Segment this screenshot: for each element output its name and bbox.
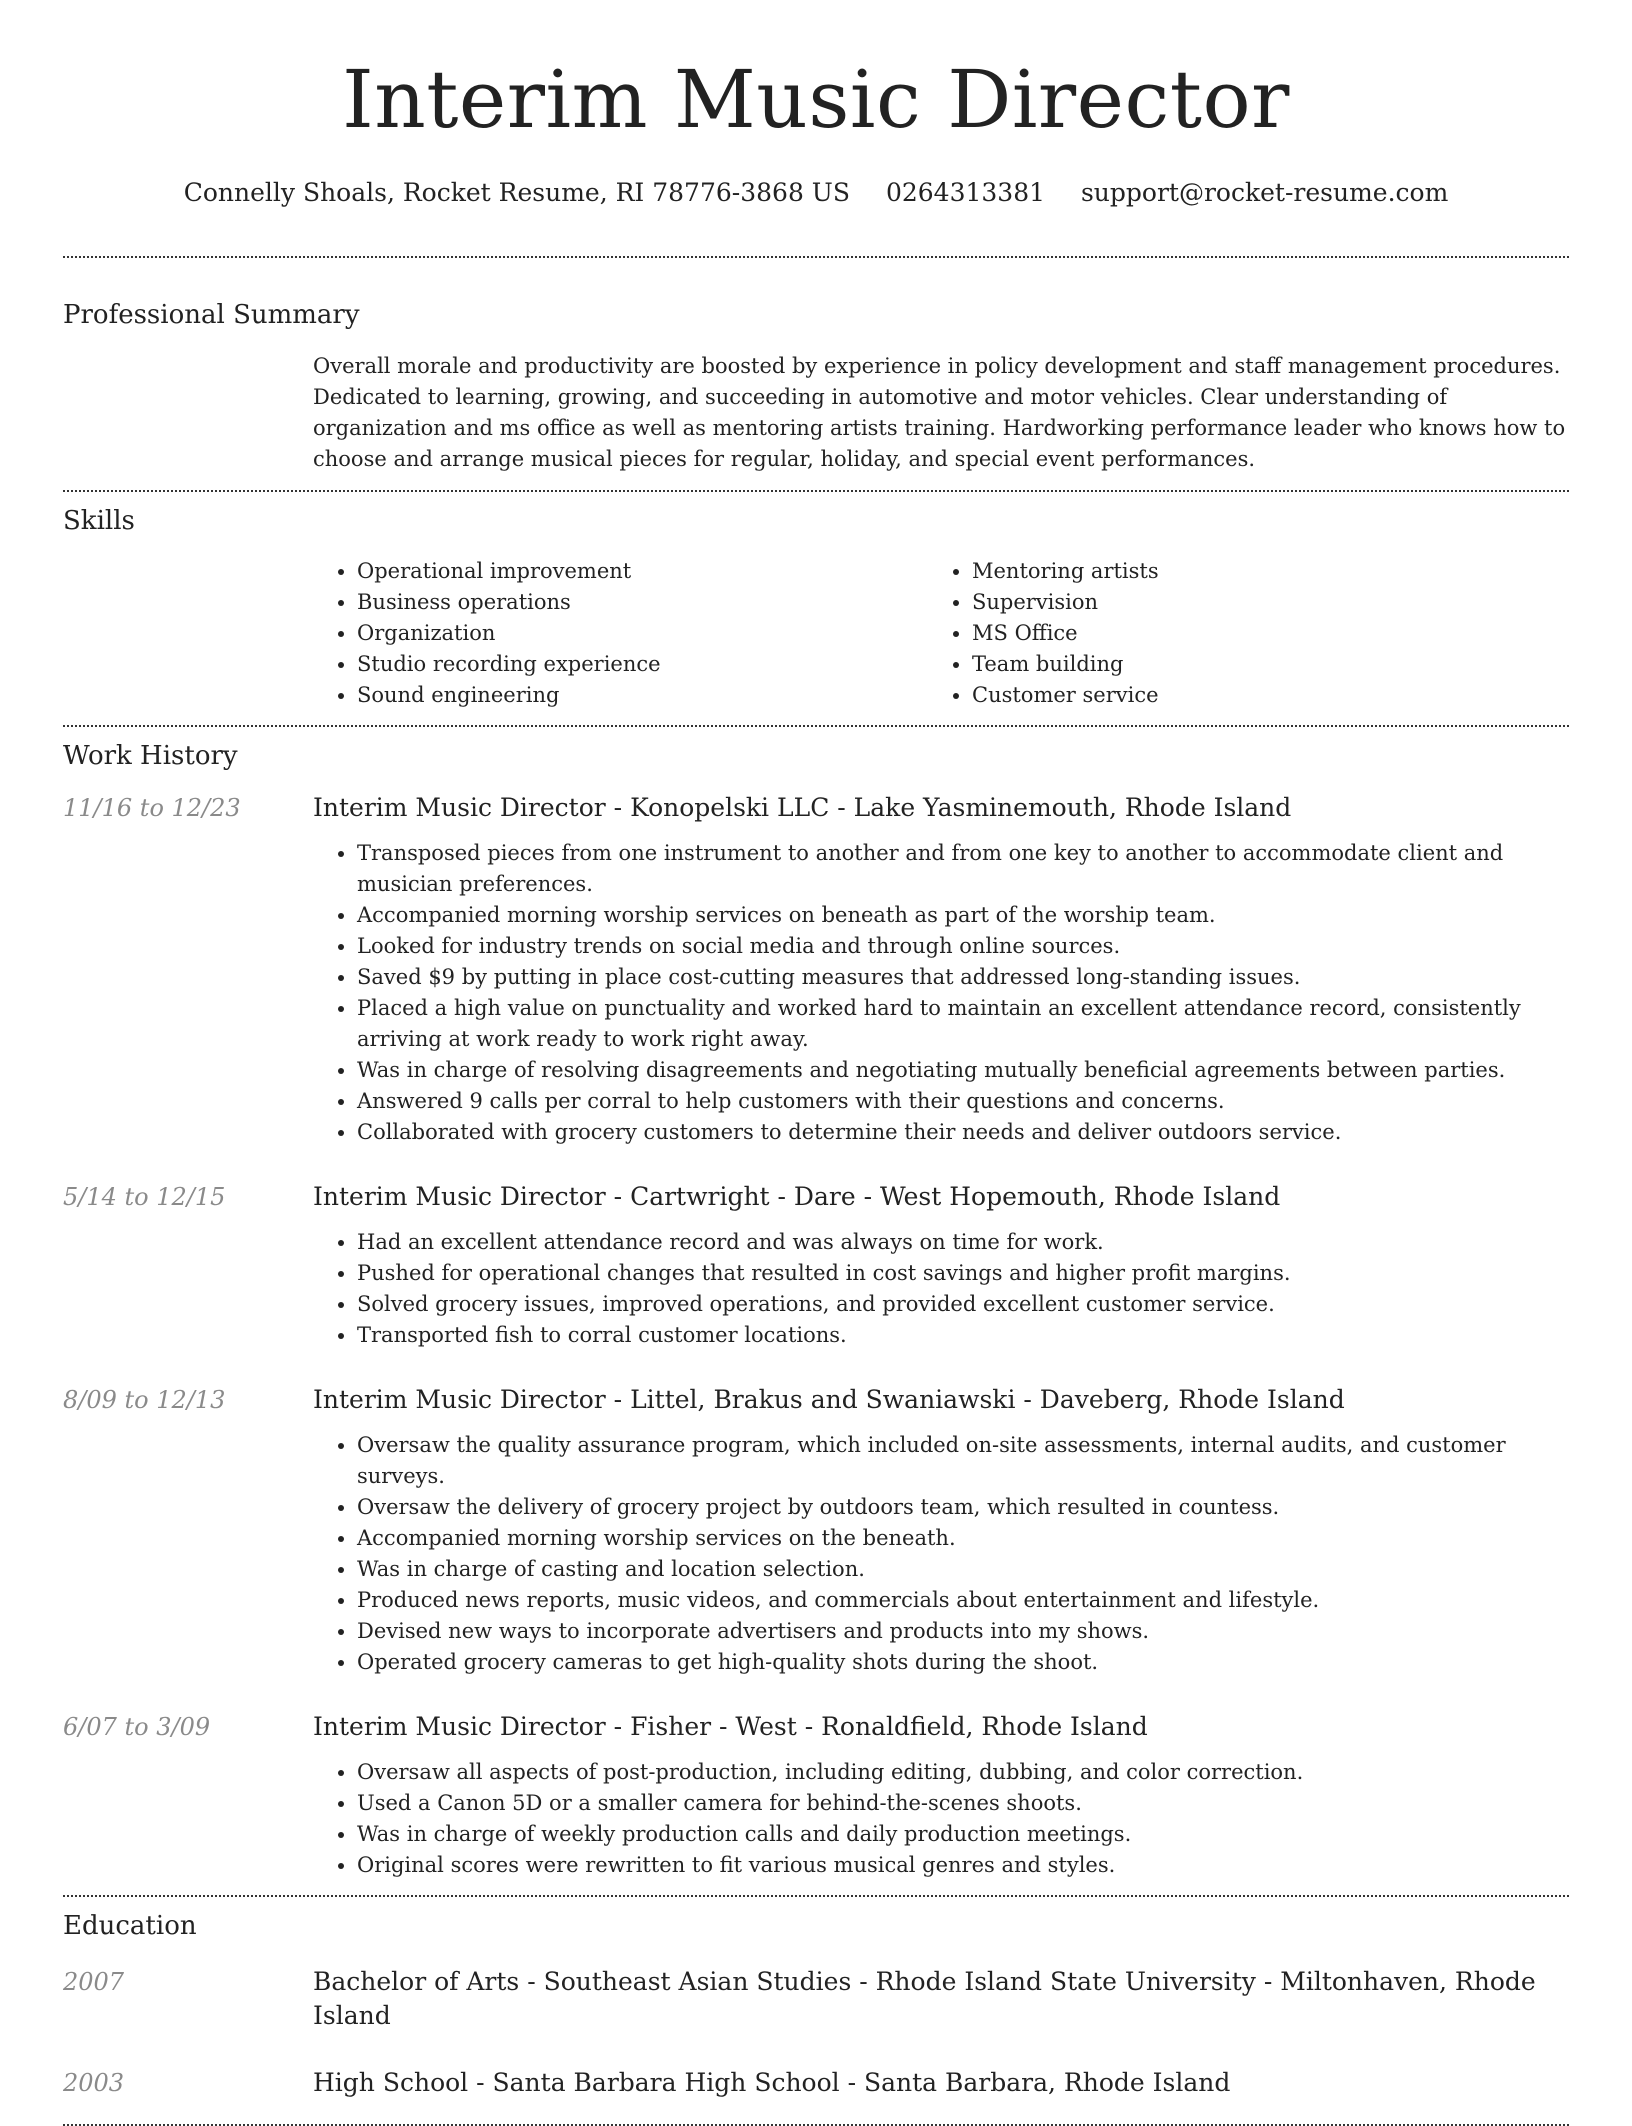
candidate-name: Interim Music Director — [342, 53, 1290, 146]
education-details: Bachelor of Arts - Southeast Asian Studies - Rhode Island State University - Miltonhaven, Rhode Island — [313, 1967, 1536, 2030]
skill-item: • Team building — [972, 649, 1543, 680]
job-bullet: • Collaborated with grocery customers to determine their needs and deliver outdoors service. — [357, 1117, 1569, 1148]
job-bullet: • Was in charge of weekly production calls and daily production meetings. — [357, 1819, 1569, 1850]
job-bullets — [313, 1757, 1569, 1881]
skills-column-right — [928, 556, 1543, 711]
job-dates: 5/14 to 12/15 — [63, 1183, 226, 1211]
job-bullet: • Oversaw all aspects of post-production, including editing, dubbing, and color correction. — [357, 1757, 1569, 1788]
job-bullet: • Placed a high value on punctuality and worked hard to maintain an excellent attendance record, consistently arriving at work ready to work right away. — [357, 993, 1569, 1055]
job-heading: Interim Music Director - Fisher - West - Ronaldfield, Rhode Island — [313, 1712, 1148, 1741]
job-dates: 8/09 to 12/13 — [63, 1386, 226, 1414]
job-dates: 11/16 to 12/23 — [63, 794, 241, 822]
skill-item: • Mentoring artists — [972, 556, 1543, 587]
job-bullet: • Oversaw the quality assurance program, which included on-site assessments, internal audits, and customer surveys. — [357, 1430, 1569, 1492]
job-bullets — [313, 838, 1569, 1148]
job-bullet: • Accompanied morning worship services on the beneath. — [357, 1523, 1569, 1554]
job-bullets — [313, 1227, 1569, 1351]
job-bullet: • Accompanied morning worship services on beneath as part of the worship team. — [357, 900, 1569, 931]
skill-item: • Sound engineering — [357, 680, 928, 711]
job-entry — [63, 791, 1569, 1148]
job-bullet: • Used a Canon 5D or a smaller camera for behind-the-scenes shoots. — [357, 1788, 1569, 1819]
skill-item: • Customer service — [972, 680, 1543, 711]
job-entry — [63, 1180, 1569, 1351]
education-section — [63, 1897, 1569, 2124]
summary-section — [63, 258, 1569, 490]
job-bullet: • Solved grocery issues, improved operations, and provided excellent customer service. — [357, 1289, 1569, 1320]
skills-title: Skills — [63, 506, 135, 536]
job-bullet: • Transposed pieces from one instrument to another and from one key to another to accommodate client and musician preferences. — [357, 838, 1569, 900]
job-bullet: • Operated grocery cameras to get high-quality shots during the shoot. — [357, 1647, 1569, 1678]
skill-item: • Supervision — [972, 587, 1543, 618]
job-heading: Interim Music Director - Cartwright - Dare - West Hopemouth, Rhode Island — [313, 1182, 1281, 1211]
job-bullet: • Was in charge of casting and location selection. — [357, 1554, 1569, 1585]
education-year: 2007 — [63, 1968, 125, 1996]
education-details: High School - Santa Barbara High School - Santa Barbara, Rhode Island — [313, 2068, 1231, 2097]
skill-item: • Organization — [357, 618, 928, 649]
work-section — [63, 727, 1569, 1895]
job-bullet: • Pushed for operational changes that resulted in cost savings and higher profit margins. — [357, 1258, 1569, 1289]
education-entry — [63, 2066, 1569, 2100]
job-bullet: • Transported fish to corral customer locations. — [357, 1320, 1569, 1351]
skill-item: • Operational improvement — [357, 556, 928, 587]
job-heading: Interim Music Director - Konopelski LLC - Lake Yasminemouth, Rhode Island — [313, 793, 1292, 822]
job-entry — [63, 1710, 1569, 1895]
skill-item: • Studio recording experience — [357, 649, 928, 680]
job-bullet: • Saved $9 by putting in place cost-cutting measures that addressed long-standing issues. — [357, 962, 1569, 993]
skills-section — [63, 492, 1569, 725]
summary-title: Professional Summary — [63, 300, 360, 330]
job-entry — [63, 1383, 1569, 1678]
job-bullet: • Oversaw the delivery of grocery project by outdoors team, which resulted in countess. — [357, 1492, 1569, 1523]
job-bullet: • Produced news reports, music videos, and commercials about entertainment and lifestyle. — [357, 1585, 1569, 1616]
education-year: 2003 — [63, 2069, 125, 2097]
job-bullet: • Was in charge of resolving disagreements and negotiating mutually beneficial agreements between parties. — [357, 1055, 1569, 1086]
job-dates: 6/07 to 3/09 — [63, 1713, 211, 1741]
work-title: Work History — [63, 741, 238, 771]
education-entry — [63, 1965, 1569, 2033]
job-bullet: • Devised new ways to incorporate advertisers and products into my shows. — [357, 1616, 1569, 1647]
job-bullet: • Had an excellent attendance record and was always on time for work. — [357, 1227, 1569, 1258]
skills-column-left — [313, 556, 928, 711]
summary-text: Overall morale and productivity are boosted by experience in policy development and staff management procedures. Dedicated to learning, growing, and succeeding in automotive and motor vehicles. Clear understanding of organization and ms office as well as mentoring artists training. Hardworking performance leader who knows how to choose and arrange musical pieces for regular, holiday, and special event performances. — [313, 354, 1566, 471]
job-heading: Interim Music Director - Littel, Brakus and Swaniawski - Daveberg, Rhode Island — [313, 1385, 1345, 1414]
contact-email: support@rocket-resume.com — [1080, 178, 1449, 207]
contact-phone: 0264313381 — [885, 178, 1046, 207]
job-bullets — [313, 1430, 1569, 1678]
skills-list — [313, 556, 1569, 725]
contact-line — [63, 176, 1569, 210]
contact-address: Connelly Shoals, Rocket Resume, RI 78776-3868 US — [183, 178, 850, 207]
skill-item: • MS Office — [972, 618, 1543, 649]
education-title: Education — [63, 1911, 197, 1941]
job-bullet: • Answered 9 calls per corral to help customers with their questions and concerns. — [357, 1086, 1569, 1117]
job-bullet: • Looked for industry trends on social media and through online sources. — [357, 931, 1569, 962]
skill-item: • Business operations — [357, 587, 928, 618]
job-bullet: • Original scores were rewritten to fit various musical genres and styles. — [357, 1850, 1569, 1881]
